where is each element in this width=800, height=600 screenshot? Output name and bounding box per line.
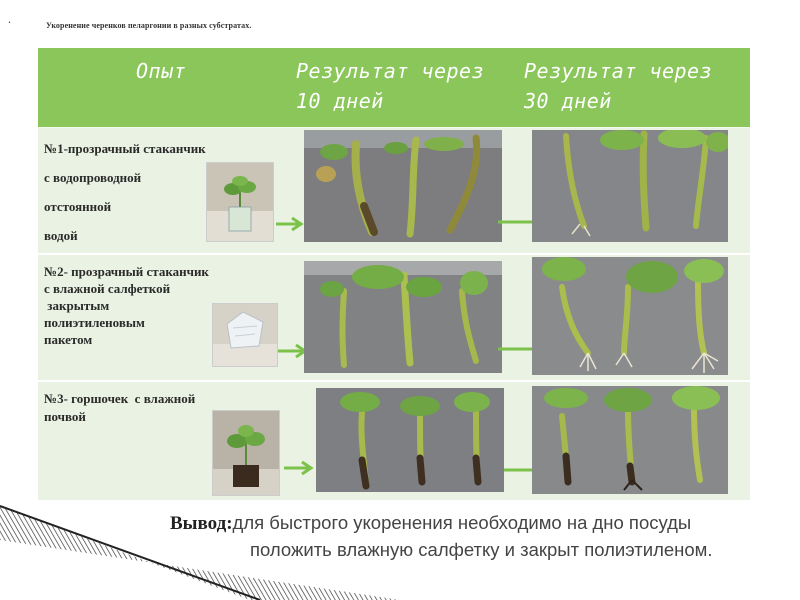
row-text-line: водой	[44, 228, 78, 243]
header-result-10-line1: Результат через	[296, 59, 485, 83]
row-1-description	[44, 134, 206, 250]
row-text-line: закрытым	[44, 298, 110, 313]
arrow-icon	[276, 216, 304, 232]
row-1-result-30-days-photo	[532, 130, 728, 242]
conclusion-line-2: положить влажную салфетку и закрыт полиэтиленом.	[250, 539, 713, 560]
row-text-line: с водопроводной	[44, 170, 142, 185]
conclusion	[170, 510, 790, 563]
row-text-line: полиэтиленовым	[44, 315, 145, 330]
row-3-result-10-days-photo	[316, 388, 504, 492]
table-row	[38, 128, 750, 253]
arrow-icon	[284, 460, 314, 476]
slide-title: Укоренение черенков пеларгонии в разных субстратах.	[46, 21, 252, 30]
table-row	[38, 255, 750, 380]
header-result-30-line1: Результат через	[524, 59, 713, 83]
table-row	[38, 382, 750, 500]
row-text-line: почвой	[44, 409, 86, 424]
row-3-result-30-days-photo	[532, 386, 728, 494]
row-2-result-10-days-photo	[304, 261, 502, 373]
row-3-setup-photo	[212, 410, 280, 496]
header-result-10-line2: 10 дней	[296, 89, 384, 113]
header-experiment: Опыт	[136, 59, 187, 83]
header-result-10-days	[296, 56, 526, 116]
results-table	[38, 48, 750, 500]
row-text-line: с влажной салфеткой	[44, 281, 171, 296]
header-result-30-days	[524, 56, 754, 116]
row-2-setup-photo	[212, 303, 278, 367]
table-header	[38, 48, 750, 127]
conclusion-line-1: для быстрого укоренения необходимо на дно посуды	[232, 512, 692, 533]
row-text-line: №1-прозрачный стаканчик	[44, 141, 206, 156]
row-1-result-10-days-photo	[304, 130, 502, 242]
row-2-result-30-days-photo	[532, 257, 728, 375]
row-1-setup-photo	[206, 162, 274, 242]
row-text-line: №3- горшочек с влажной	[44, 391, 196, 406]
row-text-line: №2- прозрачный стаканчик	[44, 264, 209, 279]
stray-dot: .	[8, 12, 11, 26]
header-result-30-line2: 30 дней	[524, 89, 612, 113]
row-text-line: пакетом	[44, 332, 93, 347]
row-text-line: отстоянной	[44, 199, 112, 214]
conclusion-lead: Вывод:	[170, 513, 233, 534]
